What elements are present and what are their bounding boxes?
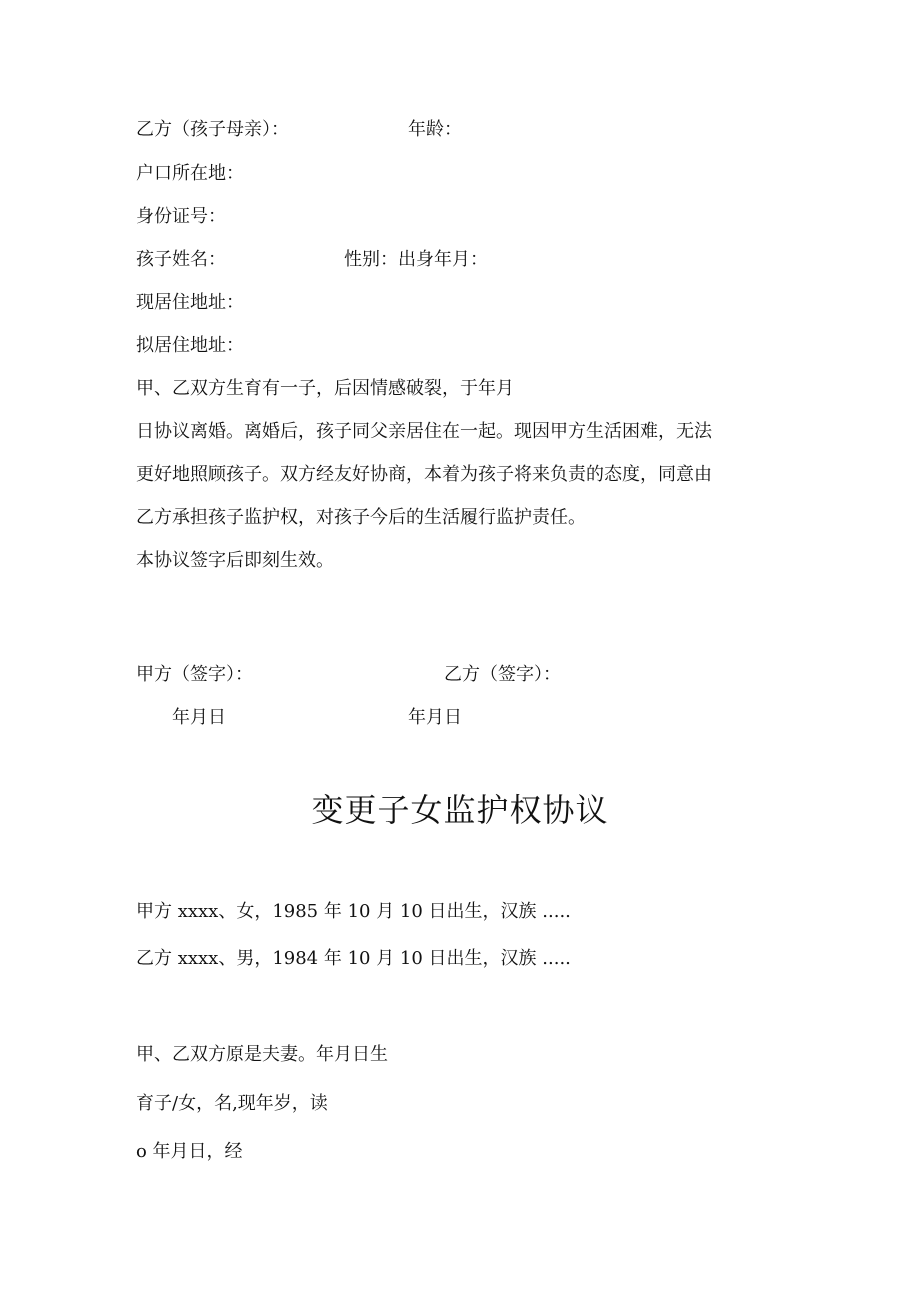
body-line: o 年月日，经 [136,1141,243,1162]
current-address-label: 现居住地址： [136,292,244,313]
effective-statement: 本协议签字后即刻生效。 [136,550,334,571]
body-line: 甲、乙双方原是夫妻。年月日生 [136,1044,388,1065]
gender-birth-label: 性别：出身年月： [344,249,488,270]
child-name-label: 孩子姓名： [136,249,226,270]
planned-address-label: 拟居住地址： [136,335,244,356]
party-a-sign-label: 甲方（签字）： [136,664,253,685]
body-line: 育子/女，名,现年岁，读 [136,1093,328,1114]
paragraph-line: 甲、乙双方生育有一子，后因情感破裂，于年月 [136,378,514,399]
paragraph-line: 更好地照顾孩子。双方经友好协商，本着为孩子将来负责的态度，同意由 [136,464,712,485]
party-b-date: 年月日 [408,707,462,728]
id-number-label: 身份证号： [136,206,226,227]
paragraph-line: 乙方承担孩子监护权，对孩子今后的生活履行监护责任。 [136,507,586,528]
age-label: 年龄： [408,119,462,140]
party-b-mother-label: 乙方（孩子母亲）： [136,119,289,140]
party-b-info: 乙方 xxxx、男，1984 年 10 月 10 日出生，汉族 ..... [136,948,571,969]
party-a-info: 甲方 xxxx、女，1985 年 10 月 10 日出生，汉族 ..... [136,901,571,922]
agreement-title: 变更子女监护权协议 [311,791,609,829]
party-b-sign-label: 乙方（签字）： [444,664,561,685]
paragraph-line: 日协议离婚。离婚后，孩子同父亲居住在一起。现因甲方生活困难，无法 [136,421,712,442]
hukou-label: 户口所在地： [136,163,244,184]
party-a-date: 年月日 [172,707,226,728]
